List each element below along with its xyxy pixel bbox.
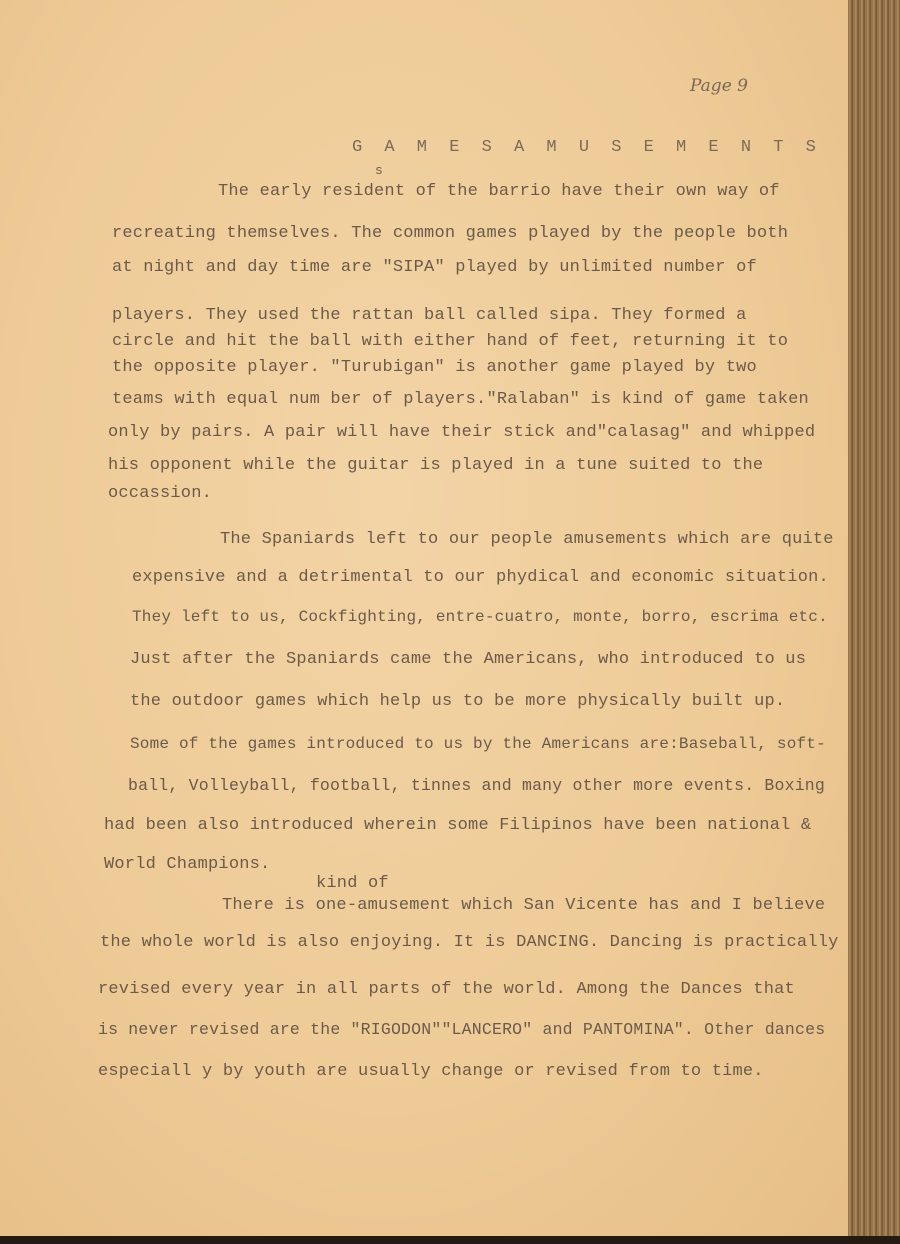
text-line: the whole world is also enjoying. It is DANCING. Dancing is practically [100, 933, 839, 952]
text-line: There is one-amusement which San Vicente has and I believe [222, 896, 826, 915]
book-page-edges [848, 0, 900, 1244]
text-line: The early resident of the barrio have their own way of [218, 182, 780, 201]
text-line: expensive and a detrimental to our phydical and economic situation. [132, 568, 829, 587]
text-line: the outdoor games which help us to be more physically built up. [130, 692, 786, 711]
text-line: his opponent while the guitar is played in a tune suited to the [108, 456, 764, 475]
text-line: occassion. [108, 484, 213, 503]
text-line: World Champions. [104, 855, 271, 874]
text-line: The Spaniards left to our people amusements which are quite [220, 530, 834, 549]
text-line: Just after the Spaniards came the Americans, who introduced to us [130, 650, 807, 669]
text-line: especiall y by youth are usually change or revised from to time. [98, 1062, 764, 1081]
text-line: Some of the games introduced to us by the Americans are:Baseball, soft- [130, 735, 826, 753]
text-line: circle and hit the ball with either hand of feet, returning it to [112, 332, 789, 351]
text-line: revised every year in all parts of the world. Among the Dances that [98, 980, 795, 999]
text-line: is never revised are the "RIGODON""LANCERO" and PANTOMINA". Other dances [98, 1020, 826, 1039]
text-line: teams with equal num ber of players."Ralaban" is kind of game taken [112, 390, 809, 409]
text-line: only by pairs. A pair will have their stick and"calasag" and whipped [108, 423, 816, 442]
text-line: ball, Volleyball, football, tinnes and many other more events. Boxing [128, 776, 826, 795]
text-line: players. They used the rattan ball called sipa. They formed a [112, 306, 747, 325]
text-line: at night and day time are "SIPA" played by unlimited number of [112, 258, 757, 277]
text-line: had been also introduced wherein some Filipinos have been national & [104, 816, 812, 835]
text-line: They left to us, Cockfighting, entre-cuatro, monte, borro, escrima etc. [132, 608, 828, 626]
text-line: recreating themselves. The common games played by the people both [112, 224, 789, 243]
document-title: G A M E S A M U S E M E N T S [352, 138, 822, 157]
title-insertion-mark: s [375, 163, 384, 178]
bottom-shadow [0, 1236, 900, 1244]
text-line: the opposite player. "Turubigan" is another game played by two [112, 358, 757, 377]
handwritten-insertion: kind of [316, 874, 389, 893]
page-number: Page 9 [690, 76, 748, 96]
